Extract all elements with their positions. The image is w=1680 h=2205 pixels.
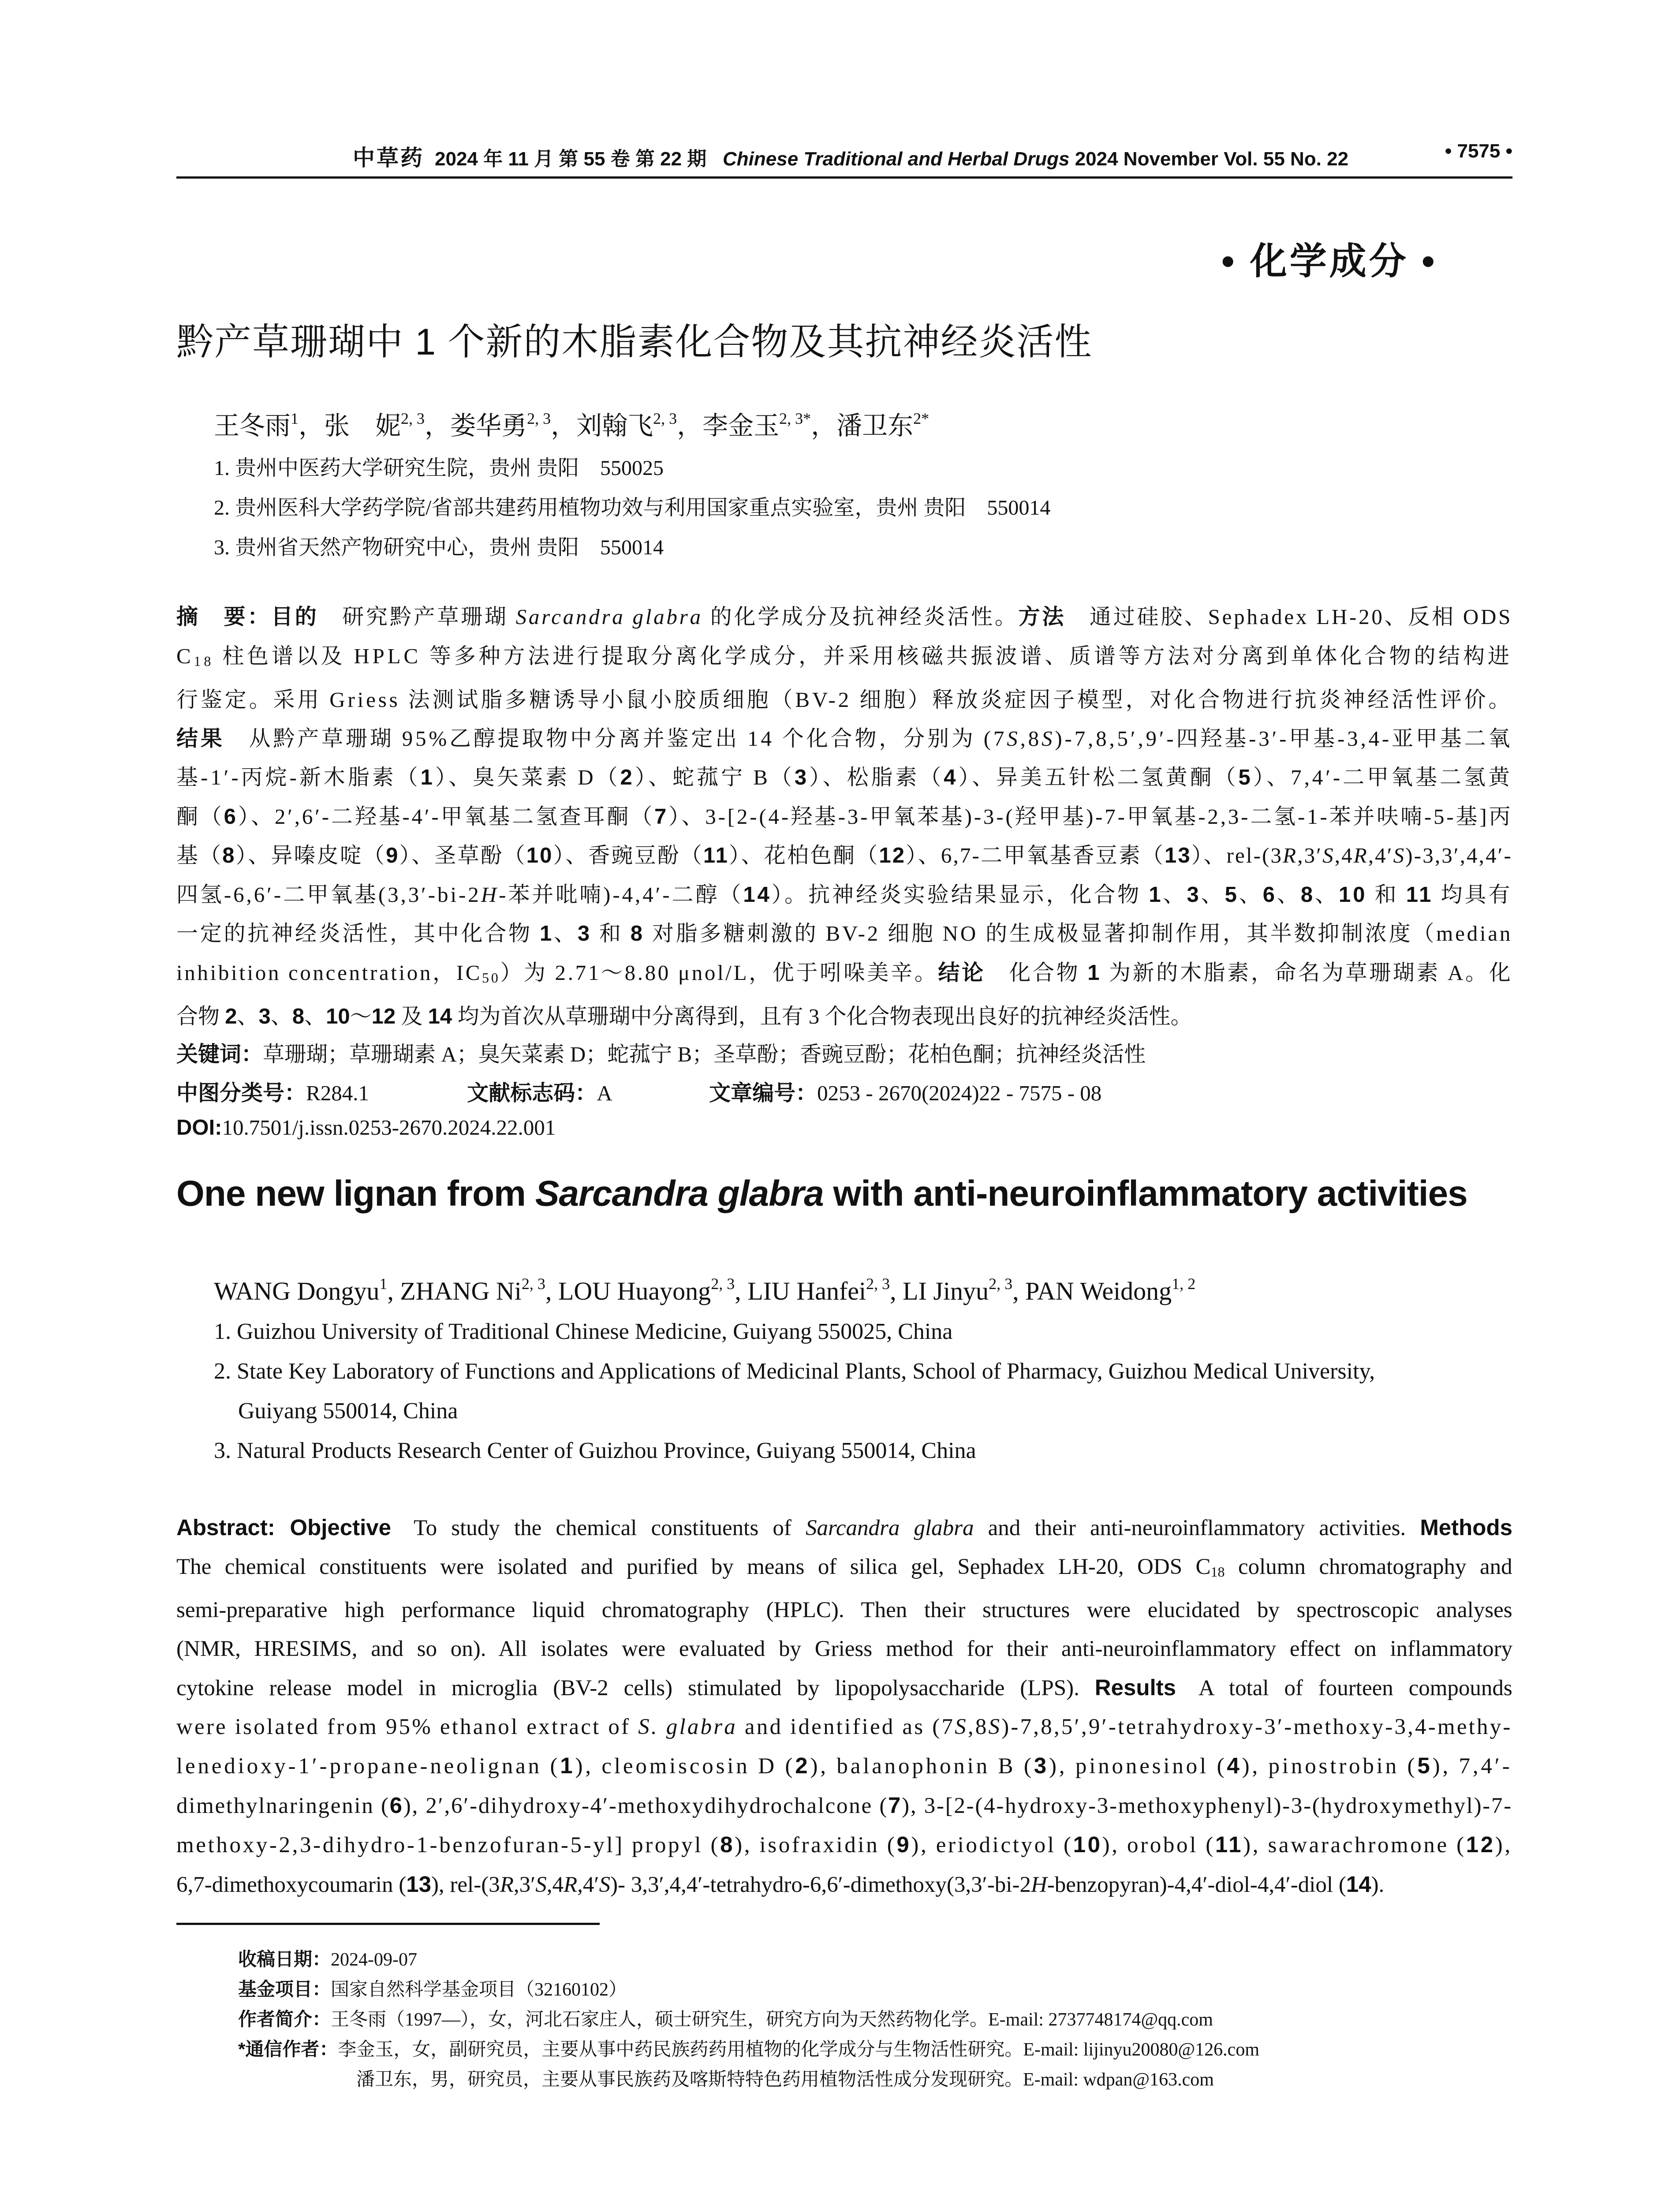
abstract-line: lenedioxy-1′-propane-neolignan (1), cleomiscosin D (2), balanophonin B (3), pinonesinol (4), pinostrobin (5), 7,4′-: [176, 1753, 1512, 1779]
header-journal-cn: 中草药: [353, 145, 424, 171]
abstract-line: inhibition concentration，$IC_{50}$）为 2.71～8.80 μnol/L，优于吲哚美辛。结论 化合物 1 为新的木脂素，命名为草珊瑚素 A。化: [176, 960, 1513, 986]
en-author: PAN Weidong$^{1, 2}$: [1025, 1275, 1196, 1305]
abstract-line: were isolated from 95% ethanol extract of S. glabra and identified as (7S,8S)-7,8,5′,9′-tetrahydroxy-3′-methoxy-3,4-methy-: [176, 1714, 1512, 1739]
footnote: 潘卫东，男，研究员，主要从事民族药及喀斯特特色药用植物活性成分发现研究。E-mail: wdpan@163.com: [356, 2070, 1214, 2090]
abstract-line: 合物 2、3、8、10～12 及 14 均为首次从草珊瑚中分离得到，且有 3 个化合物表现出良好的抗神经炎活性。: [176, 1004, 1192, 1028]
cn-title: 黔产草珊瑚中 1 个新的木脂素化合物及其抗神经炎活性: [176, 321, 1093, 363]
cn-affiliation: 2. 贵州医科大学药学院/省部共建药用植物功效与利用国家重点实验室，贵州 贵阳 550014: [214, 496, 1051, 519]
abstract-line: 基（8）、异嗪皮啶（9）、圣草酚（10）、香豌豆酚（11）、花柏色酮（12）、6,7-二甲氧基香豆素（13）、rel-(3R,3′S,4R,4′S)-3,3′,4,4′-: [176, 843, 1512, 867]
en-affiliation: 3. Natural Products Research Center of Guizhou Province, Guiyang 550014, China: [214, 1438, 976, 1463]
abstract-line: The chemical constituents were isolated and purified by means of silica gel, Sephadex LH-20, ODS $C_{18}$ column chromatography and: [176, 1554, 1512, 1580]
en-affiliation: Guiyang 550014, China: [238, 1398, 458, 1424]
abstract-line: $C_{18}$ 柱色谱以及 HPLC 等多种方法进行提取分离化学成分，并采用核磁共振波谱、质谱等方法对分离到单体化合物的结构进: [176, 643, 1512, 669]
cn-abstract: [176, 598, 1512, 1036]
footnote: 收稿日期：2024-09-07: [238, 1949, 417, 1970]
en-affiliation: 1. Guizhou University of Traditional Chinese Medicine, Guiyang 550025, China: [214, 1319, 953, 1344]
abstract-line: 四氢-6,6′-二甲氧基(3,3′-bi-2H-苯并吡喃)-4,4′-二醇（14）。抗神经炎实验结果显示，化合物 1、3、5、6、8、10 和 11 均具有: [176, 882, 1512, 907]
footnote: *通信作者：李金玉，女，副研究员，主要从事中药民族药药用植物的化学成分与生物活性研究。E-mail: lijinyu20080@126.com: [238, 2039, 1259, 2060]
cn-author: 刘翰飞$^{2, 3}$: [576, 410, 677, 440]
cn-doi: DOI:10.7501/j.issn.0253-2670.2024.22.001: [176, 1115, 556, 1140]
abstract-line: 摘 要：目的 研究黔产草珊瑚 Sarcandra glabra 的化学成分及抗神经炎活性。方法 通过硅胶、Sephadex LH-20、反相 ODS: [176, 605, 1513, 629]
abstract-line: 结果 从黔产草珊瑚 95%乙醇提取物中分离并鉴定出 14 个化合物，分别为 (7S,8S)-7,8,5′,9′-四羟基-3′-甲基-3,4-亚甲基二氧: [176, 726, 1513, 751]
en-affiliation: 2. State Key Laboratory of Functions and Applications of Medicinal Plants, School of Pharmacy, Guizhou Medical University,: [214, 1359, 1375, 1384]
en-abstract: [176, 1508, 1512, 1904]
en-author: ZHANG Ni$^{2, 3}$: [400, 1275, 545, 1305]
header-journal-en: Chinese Traditional and Herbal Drugs: [723, 148, 1070, 170]
en-title: One new lignan from Sarcandra glabra with anti-neuroinflammatory activities: [176, 1174, 1467, 1214]
cn-affiliation: 3. 贵州省天然产物研究中心，贵州 贵阳 550014: [214, 536, 664, 559]
cn-classification-line: 中图分类号：R284.1 文献标志码：A 文章编号：0253 - 2670(2024)22 - 7575 - 08: [176, 1081, 1102, 1105]
abstract-line: cytokine release model in microglia (BV-2 cells) stimulated by lipopolysaccharide (LPS). Results A total of fourteen compounds: [176, 1675, 1512, 1700]
header-journal-info: [353, 140, 1348, 172]
section-tag: • 化学成分 •: [1221, 240, 1437, 282]
header-issue-cn: 2024 年 11 月 第 55 卷 第 22 期: [435, 148, 707, 170]
en-author: LI Jinyu$^{2, 3}$: [903, 1275, 1013, 1305]
abstract-line: 一定的抗神经炎活性，其中化合物 1、3 和 8 对脂多糖刺激的 BV-2 细胞 NO 的生成极显著抑制作用，其半数抑制浓度（median: [176, 921, 1513, 946]
en-author: WANG Dongyu$^1$: [214, 1275, 388, 1305]
abstract-line: methoxy-2,3-dihydro-1-benzofuran-5-yl] propyl (8), isofraxidin (9), eriodictyol (10), orobol (11), sawarachromone (12),: [176, 1832, 1512, 1857]
abstract-line: 行鉴定。采用 Griess 法测试脂多糖诱导小鼠小胶质细胞（BV-2 细胞）释放炎症因子模型，对化合物进行抗炎神经活性评价。: [176, 688, 1513, 712]
footnote-rule: [176, 1923, 600, 1925]
footnote: 作者简介：王冬雨（1997—），女，河北石家庄人，硕士研究生，研究方向为天然药物化学。E-mail: 2737748174@qq.com: [238, 2009, 1213, 2030]
header-issue-en: 2024 November Vol. 55 No. 22: [1069, 148, 1349, 170]
abstract-line: 基-1′-丙烷-新木脂素（1）、臭矢菜素 D（2）、蛇菰宁 B（3）、松脂素（4）、异美五针松二氢黄酮（5）、7,4′-二甲氧基二氢黄: [176, 765, 1512, 789]
abstract-line: Abstract: Objective To study the chemical constituents of Sarcandra glabra and their anti-neuroinflammatory activities. Methods: [176, 1515, 1512, 1540]
abstract-line: 6,7-dimethoxycoumarin (13), rel-(3R,3′S,4R,4′S)- 3,3′,4,4′-tetrahydro-6,6′-dimethoxy(3,3′-bi-2H-benzopyran)-4,4′-diol-4,4′-diol (14).: [176, 1871, 1385, 1897]
cn-author: 潘卫东$^{2*}$: [836, 410, 930, 440]
cn-author: 娄华勇$^{2, 3}$: [450, 410, 551, 440]
running-header: [176, 140, 1512, 179]
cn-keywords: 关键词：草珊瑚；草珊瑚素 A；臭矢菜素 D；蛇菰宁 B；圣草酚；香豌豆酚；花柏色酮；抗神经炎活性: [176, 1042, 1146, 1066]
en-author: LIU Hanfei$^{2, 3}$: [747, 1275, 890, 1305]
footnote: 基金项目：国家自然科学基金项目（32160102）: [238, 1979, 627, 2000]
abstract-line: dimethylnaringenin (6), 2′,6′-dihydroxy-4′-methoxydihydrochalcone (7), 3-[2-(4-hydroxy-3-methoxyphenyl)-3-(hydroxymethyl)-7-: [176, 1792, 1512, 1818]
en-author: LOU Huayong$^{2, 3}$: [558, 1275, 735, 1305]
cn-author: 李金玉$^{2, 3*}$: [702, 410, 811, 440]
cn-author: 王冬雨$^1$: [214, 410, 299, 440]
cn-authors: 王冬雨$^1$，张 妮$^{2, 3}$，娄华勇$^{2, 3}$，刘翰飞$^{2, 3}$，李金玉$^{2, 3*}$，潘卫东$^{2*}$: [214, 410, 930, 440]
abstract-line: semi-preparative high performance liquid chromatography (HPLC). Then their structures were elucidated by spectroscopic analyses: [176, 1598, 1512, 1622]
abstract-line: (NMR, HRESIMS, and so on). All isolates were evaluated by Griess method for their anti-neuroinflammatory effect on inflammatory: [176, 1636, 1513, 1661]
header-page-number: • 7575 •: [1445, 140, 1512, 162]
cn-author: 张 妮$^{2, 3}$: [324, 410, 425, 440]
abstract-line: 酮（6）、2′,6′-二羟基-4′-甲氧基二氢查耳酮（7）、3-[2-(4-羟基-3-甲氧苯基)-3-(羟甲基)-7-甲氧基-2,3-二氢-1-苯并呋喃-5-基]丙: [176, 804, 1513, 829]
en-authors: WANG Dongyu$^1$, ZHANG Ni$^{2, 3}$, LOU Huayong$^{2, 3}$, LIU Hanfei$^{2, 3}$, LI Jinyu$^{2, 3}$, PAN Weidong$^{1, 2}$: [214, 1275, 1196, 1305]
cn-affiliation: 1. 贵州中医药大学研究生院，贵州 贵阳 550025: [214, 456, 664, 480]
